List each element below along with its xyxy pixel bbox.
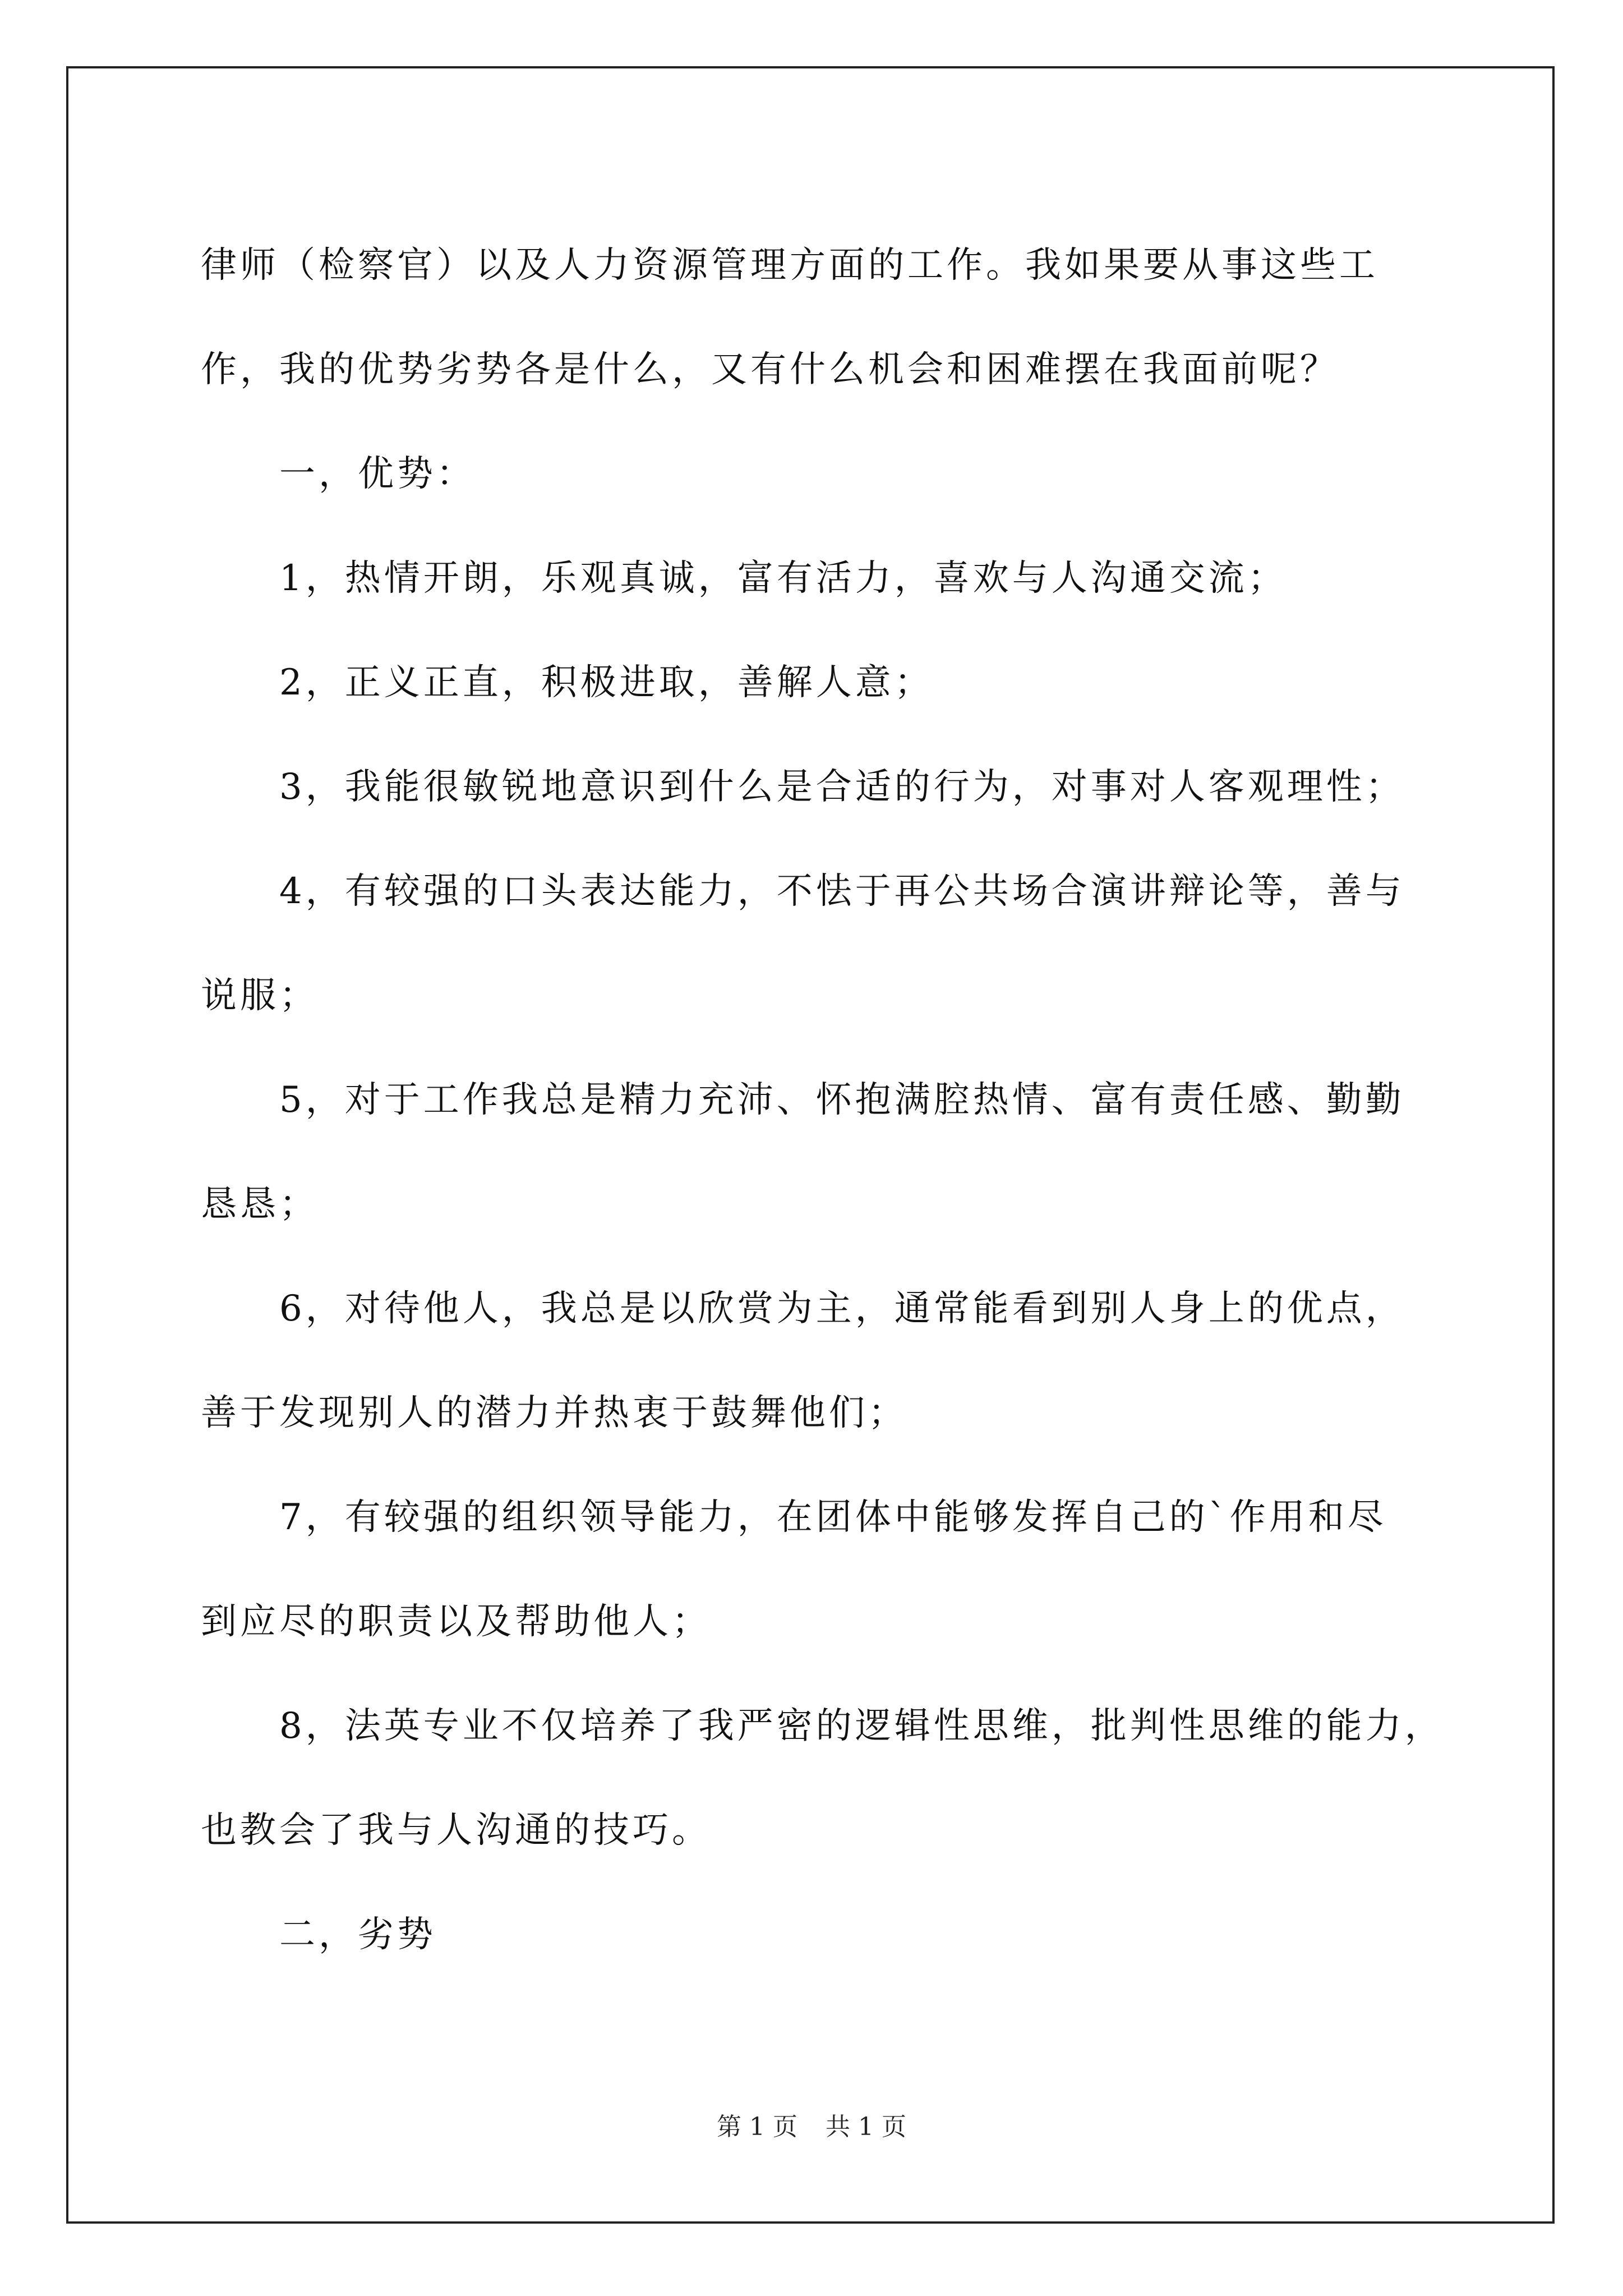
strength-item-7 bbox=[201, 1465, 1429, 1674]
page-total: 共 1 页 bbox=[826, 2113, 906, 2141]
page-number: 第 1 页 bbox=[717, 2113, 797, 2141]
paragraph-line: 5，对于工作我总是精力充沛、怀抱满腔热情、富有责任感、勤勤 bbox=[279, 1079, 1405, 1121]
page-footer bbox=[0, 2106, 1623, 2142]
paragraph-line: 6，对待他人，我总是以欣赏为主，通常能看到别人身上的优点， bbox=[279, 1288, 1405, 1329]
paragraph-line: 4，有较强的口头表达能力，不怯于再公共场合演讲辩论等，善与 bbox=[279, 871, 1405, 912]
strength-item-5 bbox=[201, 1048, 1429, 1257]
paragraph-line: 7，有较强的组织领导能力，在团体中能够发挥自己的`作用和尽 bbox=[279, 1497, 1387, 1538]
paragraph-line: 善于发现别人的潜力并热衷于鼓舞他们； bbox=[201, 1392, 907, 1434]
paragraph-line: 到应尽的职责以及帮助他人； bbox=[201, 1601, 711, 1642]
strength-item-8 bbox=[201, 1674, 1444, 1883]
heading-weaknesses bbox=[201, 1883, 1429, 1987]
strength-item-6 bbox=[201, 1257, 1429, 1465]
strength-item-1 bbox=[201, 526, 1429, 631]
paragraph-intro bbox=[201, 213, 1429, 422]
paragraph-line: 8，法英专业不仅培养了我严密的逻辑性思维，批判性思维的能力， bbox=[279, 1705, 1444, 1747]
paragraph-line: 2，正义正直，积极进取，善解人意； bbox=[279, 662, 934, 703]
paragraph-line: 说服； bbox=[201, 975, 319, 1016]
paragraph-line: 作，我的优势劣势各是什么，又有什么机会和困难摆在我面前呢？ bbox=[201, 349, 1339, 390]
paragraph-line: 1，热情开朗，乐观真诚，富有活力，喜欢与人沟通交流； bbox=[279, 558, 1287, 599]
paragraph-line: 恳恳； bbox=[201, 1184, 319, 1225]
paragraph-line: 3，我能很敏锐地意识到什么是合适的行为，对事对人客观理性； bbox=[279, 766, 1405, 808]
strength-item-4 bbox=[201, 839, 1429, 1048]
heading-strengths bbox=[201, 422, 1429, 526]
document-body bbox=[201, 213, 1444, 1987]
paragraph-line: 律师（检察官）以及人力资源管理方面的工作。我如果要从事这些工 bbox=[201, 245, 1378, 286]
paragraph-line: 二，劣势 bbox=[279, 1914, 436, 1955]
strength-item-2 bbox=[201, 631, 1429, 735]
paragraph-line: 也教会了我与人沟通的技巧。 bbox=[201, 1810, 711, 1851]
strength-item-3 bbox=[201, 735, 1429, 839]
paragraph-line: 一，优势： bbox=[279, 453, 476, 495]
